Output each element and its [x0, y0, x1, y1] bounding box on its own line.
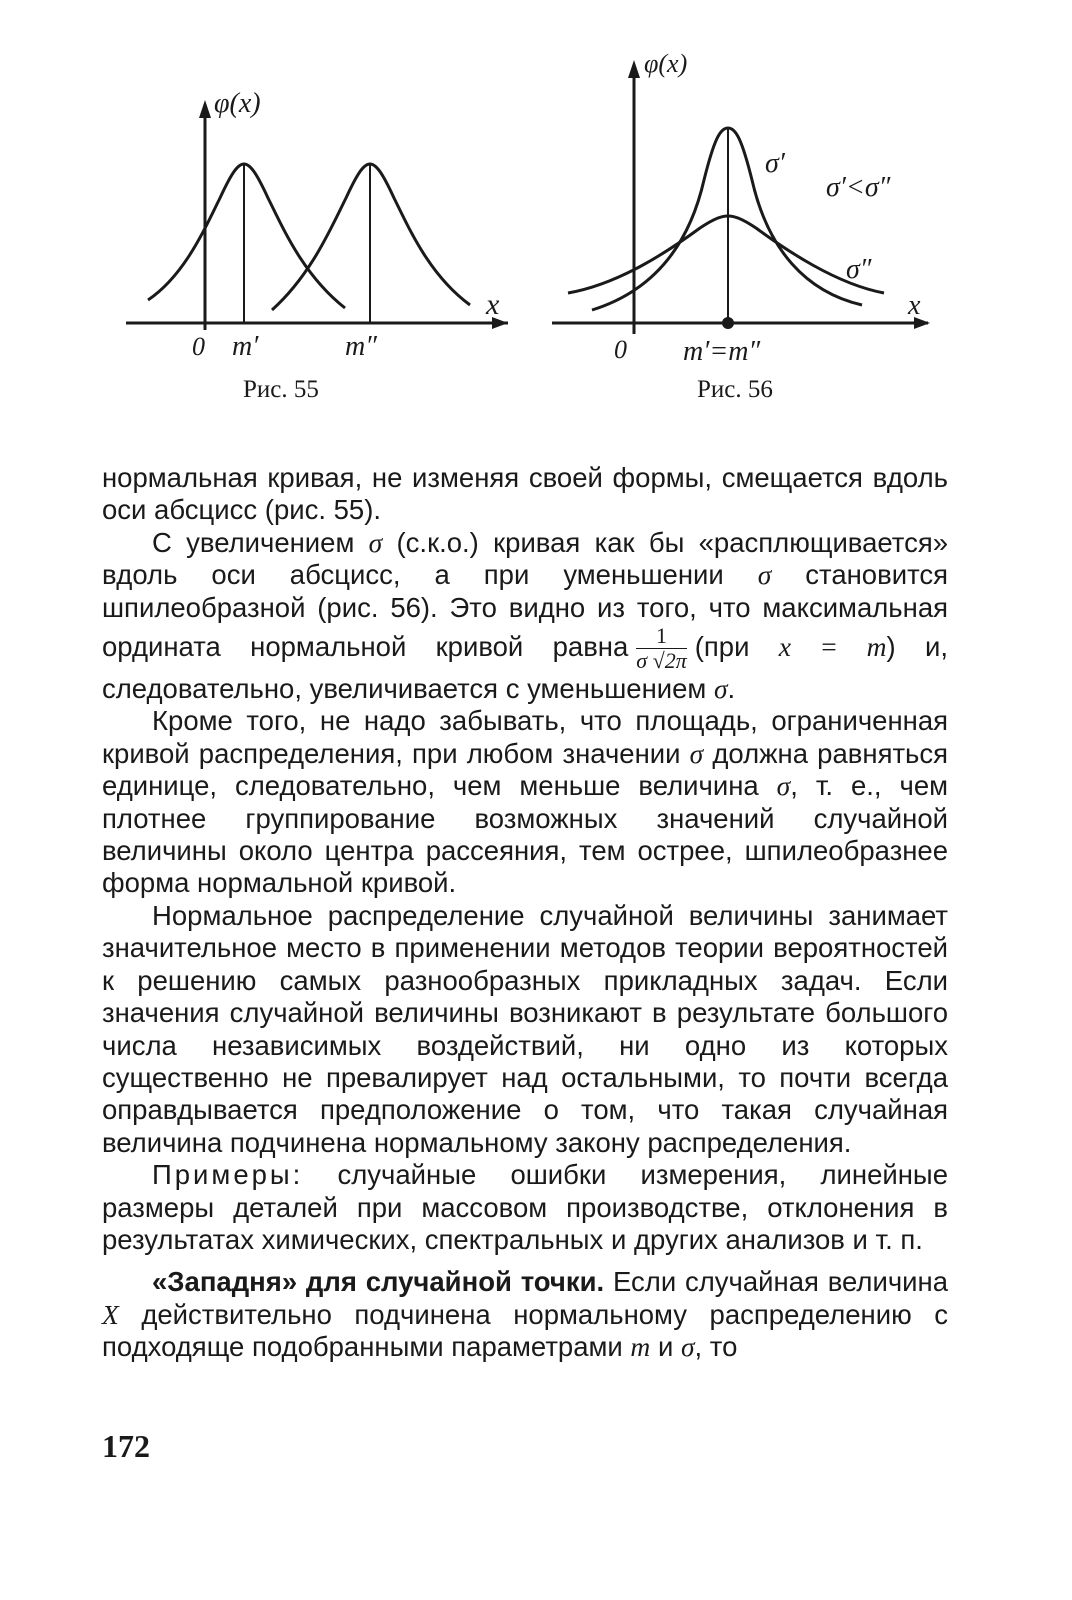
paragraph-6 [102, 1266, 948, 1363]
p6-part-a: Если случайная величина [613, 1266, 948, 1298]
fig55-curve-1 [148, 164, 345, 308]
fig56-y-arrow [628, 60, 640, 78]
fig56-curve-sigma2 [568, 216, 884, 293]
p2-sigma-2: σ [757, 559, 772, 591]
fig55-m1: m′ [232, 331, 259, 362]
fig56-y-label: φ(x) [644, 49, 688, 78]
p3-sigma-1: σ [689, 737, 704, 769]
fig55-y-label: φ(x) [214, 88, 261, 119]
paragraph-3 [102, 705, 948, 899]
fig56-relation: σ′<σ″ [826, 172, 891, 203]
fig56-center-dot [722, 317, 734, 329]
p2-part-b: (с.к.о.) кривая как бы «расплющивается» вдоль оси абсцисс, а при уменьшении [102, 526, 949, 591]
figures [0, 0, 1072, 440]
p2-end: . [727, 673, 736, 705]
p2-equation: x = m [778, 630, 887, 662]
p3-part-b: должна равняться единице, следовательно, чем меньше величина [102, 737, 949, 802]
examples-label: Примеры: [152, 1159, 304, 1191]
p6-part-c: , то [694, 1331, 738, 1363]
p2-sigma-1: σ [368, 526, 383, 558]
p6-and: и [657, 1331, 674, 1363]
p2-part-c: становится шпилеобразной (рис. 56). Это видно из того, что максимальная ордината нормальной кривой равна [102, 559, 948, 662]
fig55-origin: 0 [192, 332, 205, 361]
p2-part-a: С увеличением [152, 526, 355, 558]
max-ordinate-fraction [636, 624, 686, 673]
fig55-x-label: x [486, 288, 500, 321]
figure-55-caption: Рис. 55 [243, 376, 319, 403]
fig56-sigma1-label: σ′ [765, 148, 785, 179]
fig56-sigma2-label: σ″ [846, 254, 872, 285]
fig56-x-label: x [908, 290, 921, 321]
fig56-center-label: m′=m″ [683, 336, 761, 367]
p3-part-c: , т. е., чем плотнее группирование возможных значений случайной величины около центра рассеяния, тем острее, шпилеобразнее форма нормальной кривой. [102, 770, 949, 899]
section-heading: «Западня» для случайной точки. [152, 1266, 605, 1298]
paragraph-5 [102, 1159, 948, 1256]
fig55-y-arrow [199, 100, 211, 118]
p3-sigma-2: σ [776, 770, 791, 802]
p3-part-a: Кроме того, не надо забывать, что площадь, ограниченная кривой распределения, при любом значении [102, 705, 948, 769]
p2-part-d: (при [694, 630, 750, 662]
p2-sigma-3: σ [713, 673, 728, 705]
examples-text: случайные ошибки измерения, линейные размеры деталей при массовом производстве, отклонения в результатах химических, спектральных и других анализов и т. п. [102, 1159, 948, 1255]
fraction-denominator: σ √2π [636, 648, 687, 674]
p6-variable-x: X [102, 1298, 119, 1330]
paragraph-1: нормальная кривая, не изменяя своей формы, смещается вдоль оси абсцисс (рис. 55). [102, 462, 948, 526]
fig55-m2: m″ [345, 331, 377, 362]
body-text [102, 462, 948, 1364]
paragraph-2 [102, 527, 948, 706]
p2-part-e: ) и, следовательно, увеличивается с уменьшением [102, 630, 949, 705]
page-number: 172 [102, 1428, 150, 1464]
p6-sigma: σ [680, 1331, 695, 1363]
paragraph-4: Нормальное распределение случайной величины занимает значительное место в применении методов теории вероятностей к решению самых разнообразных прикладных задач. Если значения случайной величины возникают в результате большого числа независимых воздействий, ни одно из которых существенно не превалирует над остальными, то почти всегда оправдывается предположение о том, что такая случайная величина подчинена нормальному закону распределения. [102, 899, 948, 1158]
fraction-numerator: 1 [636, 624, 686, 649]
p6-part-b: действительно подчинена нормальному распределению с подходяще подобранными параметрами [102, 1298, 948, 1363]
fig56-origin: 0 [614, 335, 627, 364]
p6-m: m [630, 1331, 651, 1363]
figure-56-caption: Рис. 56 [697, 376, 773, 403]
figure-55 [126, 100, 508, 330]
